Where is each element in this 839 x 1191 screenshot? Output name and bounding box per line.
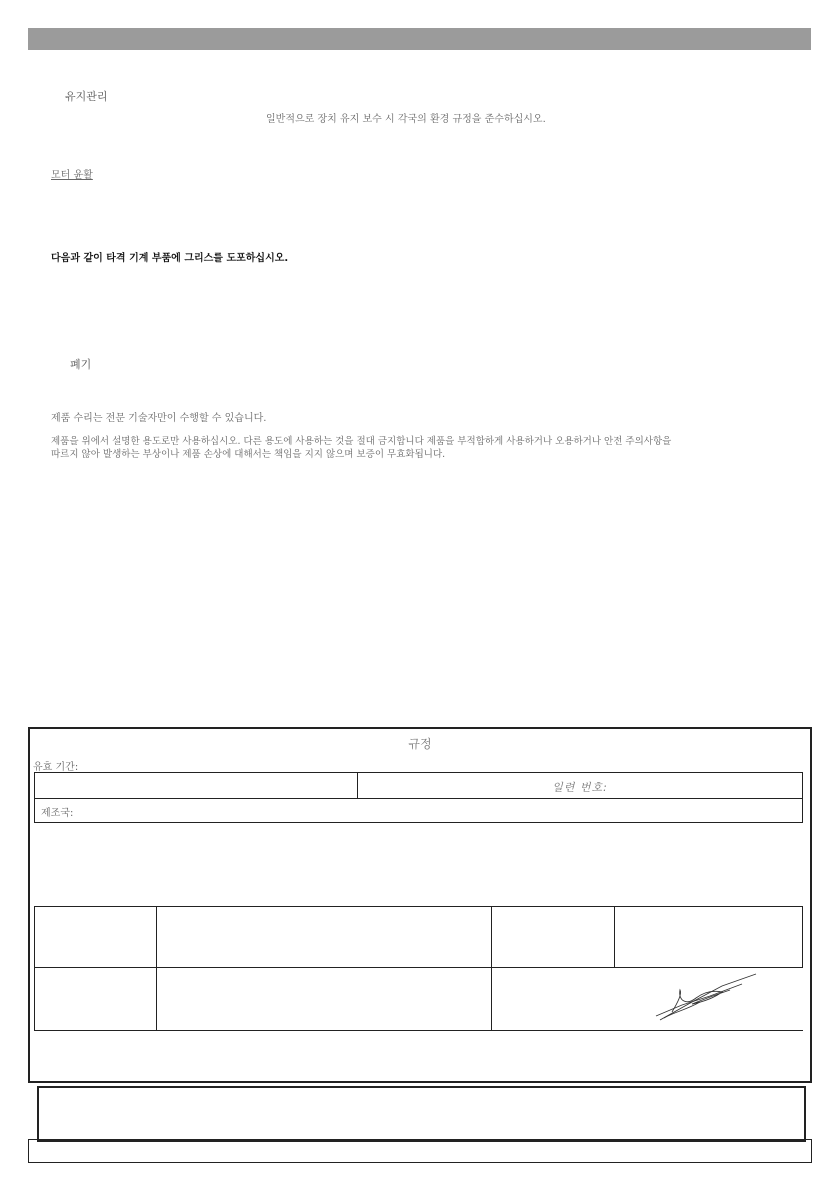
grid-cell-r1c3 [491,906,615,968]
grid-cell-r2c2 [156,967,492,1031]
usage-warning-line2: 따르지 않아 발생하는 부상이나 제품 손상에 대해서는 책임을 지지 않으며 보증이 무효화됩니다. [51,449,446,460]
serial-label: 일련 번호: [552,781,608,794]
grid-cell-r1c1 [34,906,157,968]
regulation-title: 규정 [408,737,432,751]
grid-cell-r1c4 [614,906,803,968]
footer-box [28,1139,812,1163]
disposal-title: 폐기 [70,358,92,371]
usage-warning-line1: 제품을 위에서 설명한 용도로만 사용하십시오. 다른 용도에 사용하는 것을 절대 금지합니다 제품을 부적합하게 사용하거나 오용하거나 안전 주의사항을 [51,436,672,447]
grid-cell-r1c2 [156,906,492,968]
manufacturer-field [34,798,803,823]
signature-cell [491,967,803,1031]
lubrication-title: 모터 윤활 [51,170,93,181]
validity-label: 유효 기간: [33,762,79,773]
repair-note: 제품 수리는 전문 기술자만이 수행할 수 있습니다. [51,413,267,424]
serial-field [357,772,803,799]
notice-box [37,1086,806,1142]
grid-cell-r2c1 [34,967,157,1031]
maintenance-note: 일반적으로 장치 유지 보수 시 각국의 환경 규정을 준수하십시오. [266,114,546,125]
header-bar [28,28,811,50]
manufacturer-label: 제조국: [41,808,74,819]
validity-field [34,772,358,799]
maintenance-title: 유지관리 [65,90,108,103]
signature-image [652,972,762,1026]
regulation-box [28,727,812,1083]
lubrication-instruction: 다음과 같이 타격 기계 부품에 그리스를 도포하십시오. [51,253,289,264]
